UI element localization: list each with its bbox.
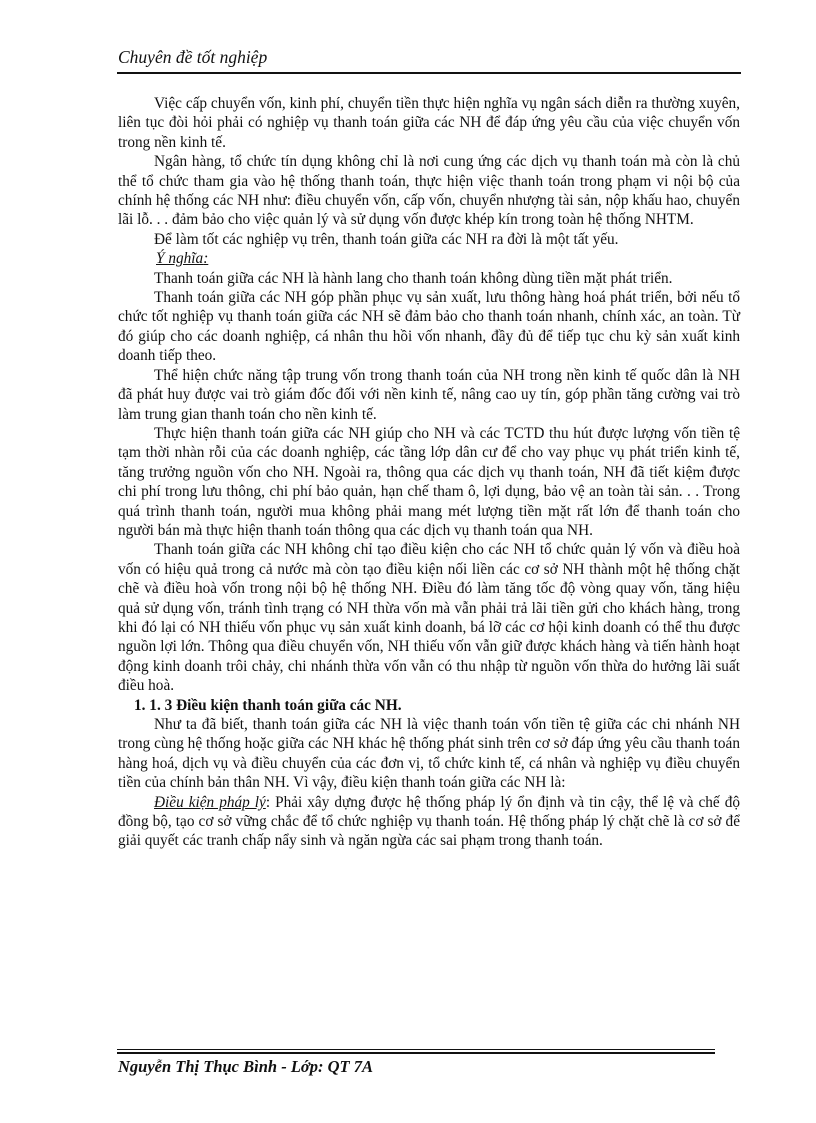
paragraph: Để làm tốt các nghiệp vụ trên, thanh toán giữa các NH ra đời là một tất yếu. <box>154 230 619 248</box>
document-body <box>118 94 740 851</box>
paragraph: Thực hiện thanh toán giữa các NH giúp cho NH và các TCTD thu hút được lượng vốn tiền tệ tạm thời nhàn rỗi của các doanh nghiệp, các tầng lớp dân cư để cho vay phục vụ phát triển kinh tế, tăng trưởng nguồn vốn cho NH. Ngoài ra, thông qua các dịch vụ thanh toán, NH đã tiết kiệm được chi phí trong lưu thông, chi phí bảo quản, hạn chế tham ô, lợi dụng, bảo vệ an toàn tài sản. . . Trong quá trình thanh toán, người mua không phải mang mét lượng tiền mặt rất lớn để thanh toán cho người bán mà thực hiện thanh toán thông qua các dịch vụ thanh toán qua NH. <box>118 424 740 539</box>
paragraph: Việc cấp chuyển vốn, kinh phí, chuyển tiền thực hiện nghĩa vụ ngân sách diễn ra thường xuyên, liên tục đòi hỏi phải có nghiệp vụ thanh toán giữa các NH để đáp ứng yêu cầu của việc chuyển vốn trong nền kinh tế. <box>118 95 740 151</box>
legal-condition-paragraph <box>118 793 740 851</box>
sub-heading-colon: : <box>203 250 209 268</box>
page-footer: Nguyễn Thị Thục Bình - Lớp: QT 7A <box>118 1057 374 1076</box>
section-heading: 1. 1. 3 Điều kiện thanh toán giữa các NH. <box>134 696 402 714</box>
footer-rule <box>117 1049 715 1050</box>
paragraph: Thanh toán giữa các NH là hành lang cho thanh toán không dùng tiền mặt phát triển. <box>154 269 673 287</box>
paragraph: Ngân hàng, tổ chức tín dụng không chỉ là nơi cung ứng các dịch vụ thanh toán mà còn là chủ thể tổ chức tham gia vào hệ thống thanh toán, thực hiện việc thanh toán trong phạm vi nội bộ của chính hệ thống các NH như: điều chuyển vốn, cấp vốn, chuyển nhượng tài sản, nộp khấu hao, chuyển lãi lỗ. . . đảm bảo cho việc quản lý và sử dụng vốn được khép kín trong toàn hệ thống NHTM. <box>118 153 740 229</box>
page-header: Chuyên đề tốt nghiệp <box>118 47 268 67</box>
sub-heading-text: Ý nghĩa <box>156 250 204 268</box>
paragraph: Thanh toán giữa các NH góp phần phục vụ sản xuất, lưu thông hàng hoá phát triển, bởi nếu tổ chức tốt nghiệp vụ thanh toán giữa các NH sẽ đảm bảo cho thanh toán nhanh, chính xác, an toàn. Từ đó giúp cho các doanh nghiệp, cá nhân thu hồi vốn nhanh, đầy đủ để tiếp tục chu kỳ sản xuất kinh doanh tiếp theo. <box>118 289 740 365</box>
legal-condition-label: Điều kiện pháp lý <box>154 793 266 811</box>
footer-rule <box>117 1052 715 1054</box>
paragraph: Thanh toán giữa các NH không chỉ tạo điều kiện cho các NH tổ chức quản lý vốn và điều hoà vốn có hiệu quả trong cả nước mà còn tạo điều kiện nối liền các cơ sở NH thành một hệ thống chặt chẽ và điều hoà vốn trong nội bộ hệ thống NH. Điều đó làm tăng tốc độ vòng quay vốn, tăng hiệu quả sử dụng vốn, tránh tình trạng có NH thừa vốn mà vẫn phải trả lãi tiền gửi cho khách hàng, trong khi đó lại có NH thiếu vốn phục vụ sản xuất kinh doanh, bá lỡ các cơ hội kinh doanh có thể thu được nguồn lợi lớn. Thông qua điều chuyển vốn, NH thiếu vốn vẫn giữ được khách hàng và tiến hành hoạt động kinh doanh trôi chảy, chi nhánh thừa vốn vẫn có thu nhập từ nguồn vốn thừa do hưởng lãi suất điều hoà. <box>118 541 740 695</box>
sub-heading <box>118 249 740 268</box>
legal-condition-text: : Phải xây dựng được hệ thống pháp lý ổn định và tin cậy, thể lệ và chế độ đồng bộ, tạo cơ sở vững chắc để tổ chức nghiệp vụ thanh toán. Hệ thống pháp lý chặt chẽ là cơ sở để giải quyết các tranh chấp nẩy sinh và ngăn ngừa các sai phạm trong thanh toán. <box>118 793 740 850</box>
header-rule <box>117 72 741 74</box>
paragraph: Thể hiện chức năng tập trung vốn trong thanh toán của NH trong nền kinh tế quốc dân là NH đã phát huy được vai trò giám đốc đối với nền kinh tế, nâng cao uy tín, góp phần tăng cường vai trò làm trung gian thanh toán cho nền kinh tế. <box>118 366 740 423</box>
paragraph: Như ta đã biết, thanh toán giữa các NH là việc thanh toán vốn tiền tệ giữa các chi nhánh NH trong cùng hệ thống hoặc giữa các NH khác hệ thống phát sinh trên cơ sở đáp ứng yêu cầu thanh toán hàng hoá, dịch vụ và điều chuyển của các đơn vị, tổ chức kinh tế, cá nhân và nghiệp vụ điều chuyển tiền của chính bản thân NH. Vì vậy, điều kiện thanh toán giữa các NH là: <box>118 716 740 792</box>
